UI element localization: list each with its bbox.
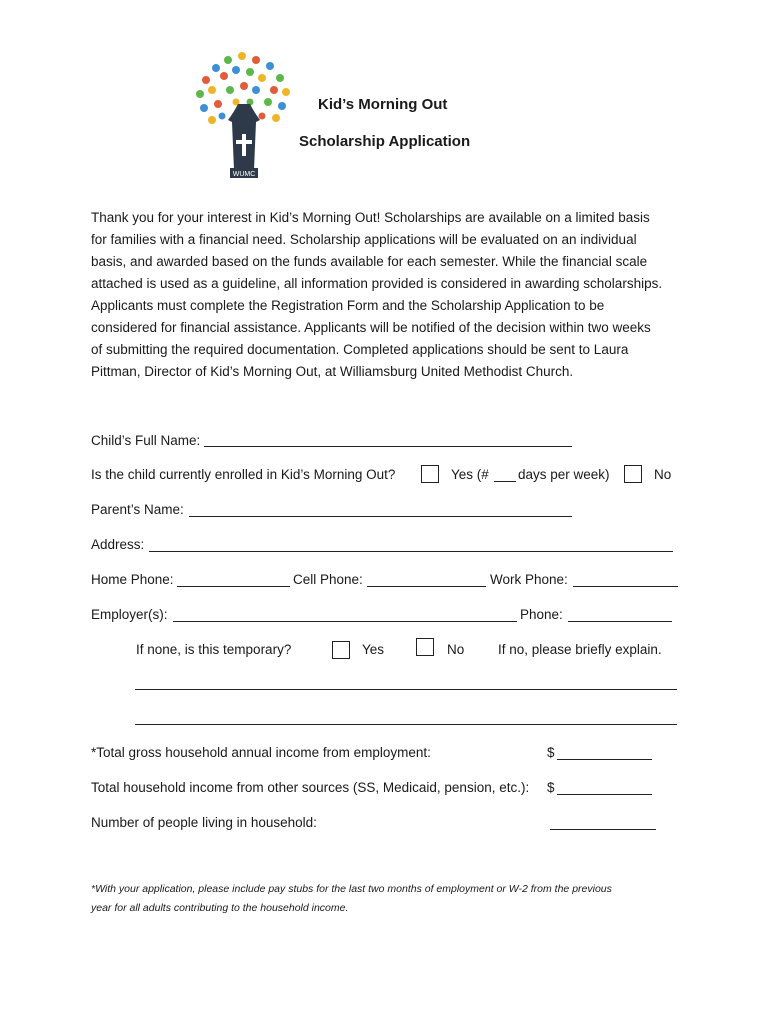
intro-line: Thank you for your interest in Kid’s Morning Out! Scholarships are available on a limited basis <box>91 210 650 225</box>
footnote <box>91 880 612 918</box>
address-label: Address: <box>91 537 145 552</box>
page-title: Kid’s Morning Out <box>318 96 448 113</box>
employer-phone-field[interactable] <box>568 621 672 622</box>
other-income-field[interactable] <box>557 794 652 795</box>
tree-of-hands-icon <box>192 50 296 182</box>
parent-name-label: Parent’s Name: <box>91 502 184 517</box>
enrolled-no-checkbox[interactable] <box>624 465 642 483</box>
cell-phone-label: Cell Phone: <box>293 572 363 587</box>
employer-label: Employer(s): <box>91 607 168 622</box>
parent-name-field[interactable] <box>189 516 572 517</box>
enrolled-yes-checkbox[interactable] <box>421 465 439 483</box>
intro-line: of submitting the required documentation. Completed applications should be sent to Laura <box>91 342 629 357</box>
home-phone-field[interactable] <box>177 586 290 587</box>
employer-field[interactable] <box>173 621 517 622</box>
intro-line: basis, and awarded based on the funds available for each semester. While the financial scale <box>91 254 648 269</box>
wumc-tree-logo <box>192 50 296 182</box>
enrolled-label: Is the child currently enrolled in Kid’s Morning Out? <box>91 467 396 482</box>
days-per-week-label: days per week) <box>518 467 610 482</box>
enrolled-yes-label: Yes (# <box>451 467 489 482</box>
temporary-no-checkbox[interactable] <box>416 638 434 656</box>
logo-text: WUMC <box>232 171 256 178</box>
intro-line: for families with a financial need. Scholarship applications will be evaluated on an individual <box>91 232 637 247</box>
work-phone-label: Work Phone: <box>490 572 568 587</box>
gross-income-field[interactable] <box>557 759 652 760</box>
page-subtitle: Scholarship Application <box>299 133 471 150</box>
child-name-field[interactable] <box>204 446 572 447</box>
other-income-label: Total household income from other sources (SS, Medicaid, pension, etc.): <box>91 780 530 795</box>
days-per-week-field[interactable] <box>494 481 516 482</box>
footnote-line: year for all adults contributing to the household income. <box>91 902 349 914</box>
household-count-field[interactable] <box>550 829 656 830</box>
temporary-label: If none, is this temporary? <box>136 642 292 657</box>
home-phone-label: Home Phone: <box>91 572 174 587</box>
household-count-label: Number of people living in household: <box>91 815 317 830</box>
cell-phone-field[interactable] <box>367 586 486 587</box>
child-name-label: Child’s Full Name: <box>91 433 201 448</box>
intro-line: considered for financial assistance. Applicants will be notified of the decision within two weeks <box>91 320 651 335</box>
explanation-line-2[interactable] <box>135 724 677 725</box>
work-phone-field[interactable] <box>573 586 678 587</box>
explanation-line-1[interactable] <box>135 689 677 690</box>
intro-line: attached is used as a guideline, all information provided is considered in awarding scholarships. <box>91 276 663 291</box>
temporary-yes-checkbox[interactable] <box>332 641 350 659</box>
temporary-no-label: No <box>447 642 465 657</box>
footnote-line: *With your application, please include pay stubs for the last two months of employment or W-2 from the previous <box>91 883 612 895</box>
temporary-yes-label: Yes <box>362 642 385 657</box>
gross-income-dollar: $ <box>547 745 555 760</box>
other-income-dollar: $ <box>547 780 555 795</box>
explain-label: If no, please briefly explain. <box>498 642 662 657</box>
address-field[interactable] <box>149 551 673 552</box>
enrolled-no-label: No <box>654 467 672 482</box>
gross-income-label: *Total gross household annual income from employment: <box>91 745 431 760</box>
intro-line: Pittman, Director of Kid’s Morning Out, at Williamsburg United Methodist Church. <box>91 364 574 379</box>
intro-line: Applicants must complete the Registration Form and the Scholarship Application to be <box>91 298 605 313</box>
intro-paragraph <box>91 207 662 383</box>
employer-phone-label: Phone: <box>520 607 563 622</box>
